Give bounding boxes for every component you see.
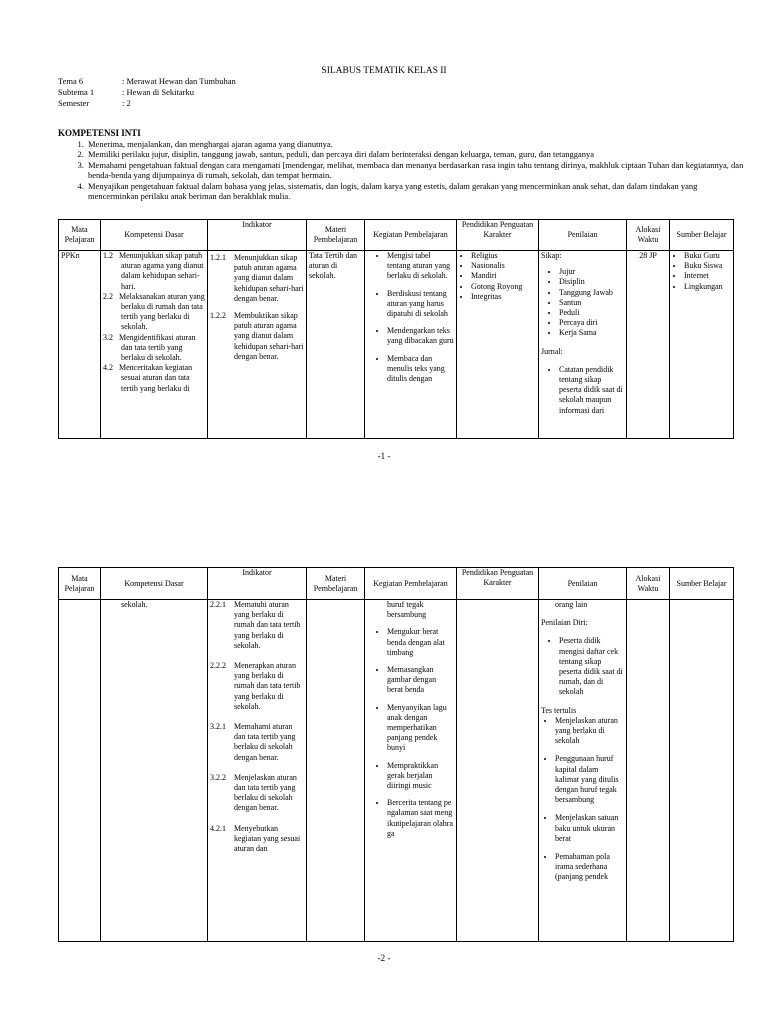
header-penilaian: Penilaian (539, 568, 627, 600)
cell-kegiatan (365, 251, 457, 439)
indikator-item: 1.2.2 Membuktikan sikap patuh aturan agama yang dianut dalam kehidupan sehari-hari dengan benar. (210, 311, 304, 361)
kegiatan-item: • Menyanyikan lagu anak dengan memperhatikan panjang pendek bunyi (387, 703, 454, 754)
sikap-item: • Tanggung Jawab (559, 288, 624, 298)
header-alokasi: Alokasi Waktu (627, 568, 670, 600)
kompetensi-inti-heading: KOMPETENSI INTI (58, 128, 141, 138)
header-sumber: Sumber Belajar (670, 220, 734, 251)
pendidikan-item: • Nasionalis (471, 261, 536, 271)
kegiatan-item: • Membaca dan menulis teks yang ditulis dengan (387, 354, 454, 385)
indikator-item: 2.2.1 Mematuhi aturan yang berlaku di rumah dan tata tertib yang berlaku di sekolah. (210, 600, 301, 650)
header-pendidikan-karakter: Pendidikan Penguatan Karakter (457, 568, 539, 600)
header-indikator: Indikator (208, 568, 307, 600)
cell-indikator (208, 251, 307, 439)
header-kompetensi-dasar: Kompetensi Dasar (101, 568, 208, 600)
sikap-item: • Jujur (559, 267, 624, 277)
kegiatan-item: • Mempraktikkan gerak berjalan diiringi music (387, 761, 454, 792)
sikap-item: • Santun (559, 298, 624, 308)
table-header-row (59, 568, 734, 600)
cell-alokasi (627, 600, 670, 942)
indikator-item: 2.2.2 Menerapkan aturan yang berlaku di rumah dan tata tertib yang berlaku di sekolah. (210, 661, 301, 711)
header-pendidikan-karakter: Pendidikan Penguatan Karakter (457, 220, 539, 251)
sikap-item: • Percaya diri (559, 318, 624, 328)
tes-tertulis-list (541, 716, 624, 883)
meta-tema (58, 76, 236, 87)
penilaian-diri-label: Penilaian Diri: (541, 618, 588, 628)
sumber-item: • Buku Guru (684, 251, 731, 261)
table-header-row (59, 220, 734, 251)
kegiatan-list (367, 251, 454, 384)
indikator-list (210, 600, 304, 854)
tes-item: • Penggunaan huruf kapital dalam kalimat yang ditulis dengan huruf tegak bersambung (555, 754, 624, 805)
meta-label: Semester (58, 98, 90, 108)
penilaian-jurnal-label: Jurnal: (541, 346, 563, 356)
sikap-item: • Disiplin (559, 277, 624, 287)
tes-item: • Pemahaman pola irama sederhana (panjang pendek (555, 852, 624, 883)
kegiatan-item: • Bercerita tentang pengalaman saat mengikutipelajaran olahraga (387, 798, 454, 839)
tes-item: • Menjelaskan aturan yang berlaku di sekolah (555, 716, 624, 747)
indikator-item: 4.2.1 Menyebutkan kegiatan yang sesuai aturan dan (210, 823, 301, 854)
ki-item: 4. Menyajikan pengetahuan faktual dalam bahasa yang jelas, sistematis, dan logis, dalam karya yang estetis, dalam gerakan yang mencerminkan anak sehat, dan dalam tindakan yang mencerminkan perilaku anak beriman dan berakhlak mulia. (86, 181, 746, 202)
penilaian-diri-item: • Peserta didik mengisi daftar cek tentang sikap peserta didik saat di rumah, dan di sekolah (559, 636, 624, 697)
cell-mata-pelajaran (59, 600, 101, 942)
sumber-item: • Internet (684, 271, 731, 281)
header-materi: Materi Pembelajaran (307, 220, 365, 251)
kd-list (103, 251, 205, 394)
pendidikan-item: • Gotong Royong (471, 282, 536, 292)
kompetensi-inti-list (58, 139, 746, 201)
sikap-item: • Peduli (559, 308, 624, 318)
kegiatan-item: • Mengisi tabel tentang aturan yang berlaku di sekolah. (387, 251, 454, 282)
meta-value: : Merawat Hewan dan Tumbuhan (122, 76, 236, 86)
cell-kompetensi-dasar: sekolah. (101, 600, 208, 942)
penilaian-diri-list (541, 636, 624, 697)
indikator-item: 3.2.2 Menjelaskan aturan dan tata tertib yang berlaku di sekolah dengan benar. (210, 772, 297, 813)
table-row (59, 600, 734, 942)
penilaian-jurnal-list (541, 365, 624, 416)
cell-materi: Tata Tertib dan aturan di sekolah. (307, 251, 365, 439)
header-kompetensi-dasar: Kompetensi Dasar (101, 220, 208, 251)
pendidikan-item: • Integritas (471, 292, 536, 302)
cell-sumber (670, 251, 734, 439)
table-row (59, 251, 734, 439)
syllabus-table-page1 (58, 219, 734, 439)
meta-subtema (58, 87, 194, 98)
cell-pendidikan-karakter (457, 251, 539, 439)
syllabus-table-page2 (58, 567, 734, 942)
kd-item: 4.2 Menceritakan kegiatan sesuai aturan dan tata tertib yang berlaku di (103, 363, 193, 393)
meta-value: : 2 (122, 98, 131, 108)
header-sumber: Sumber Belajar (670, 568, 734, 600)
header-kegiatan: Kegiatan Pembelajaran (365, 568, 457, 600)
cell-materi (307, 600, 365, 942)
kegiatan-continued: huruf tegak bersambung (387, 600, 427, 620)
indikator-item: 3.2.1 Memahami aturan dan tata tertib yang berlaku di sekolah dengan benar. (210, 722, 296, 762)
cell-alokasi: 28 JP (627, 251, 670, 439)
pendidikan-item: • Mandiri (471, 271, 536, 281)
cell-pendidikan-karakter (457, 600, 539, 942)
sumber-list (672, 251, 731, 292)
jurnal-item: • Catatan pendidik tentang sikap peserta didik saat di sekolah maupun informasi dari (559, 365, 624, 416)
kegiatan-item: • Mendengarkan teks yang dibacakan guru (387, 326, 454, 346)
page-number-1: -1 - (377, 451, 391, 461)
cell-kompetensi-dasar (101, 251, 208, 439)
penilaian-sikap-label: Sikap: (541, 251, 562, 260)
cell-mata-pelajaran: PPKn (59, 251, 101, 439)
cell-indikator (208, 600, 307, 942)
header-kegiatan: Kegiatan Pembelajaran (365, 220, 457, 251)
pendidikan-item: • Religius (471, 251, 536, 261)
meta-label: Tema 6 (58, 76, 84, 86)
header-penilaian: Penilaian (539, 220, 627, 251)
ki-item: 3. Memahami pengetahuan faktual dengan cara mengamati [mendengar, melihat, membaca dan menanya berdasarkan rasa ingin tahu tentang dirinya, makhluk ciptaan Tuhan dan kegiatannya, dan benda-benda yang dijumpainya di rumah, sekolah, dan tempat bermain. (86, 160, 746, 181)
meta-value: : Hewan di Sekitarku (122, 87, 194, 97)
meta-semester (58, 98, 131, 109)
header-indikator: Indikator (208, 220, 307, 251)
tes-tertulis-label: Tes tertulis (541, 705, 577, 715)
document-title: SILABUS TEMATIK KELAS II (321, 66, 447, 76)
meta-label: Subtema 1 (58, 87, 95, 97)
penilaian-continued: orang lain (555, 600, 588, 609)
sikap-item: • Kerja Sama (559, 328, 624, 338)
cell-kegiatan (365, 600, 457, 942)
page-number-2: -2 - (377, 953, 391, 963)
kd-item: 3.2 Mengidentifikasi aturan dan tata tertib yang berlaku di sekolah. (103, 332, 196, 363)
header-alokasi: Alokasi Waktu (627, 220, 670, 251)
ki-item: 1. Menerima, menjalankan, dan menghargai ajaran agama yang dianutnya. (86, 139, 746, 149)
cell-penilaian (539, 251, 627, 439)
sumber-item: • Buku Siswa (684, 261, 731, 271)
kd-item: 1.2 Menunjukkan sikap patuh aturan agama yang dianut dalam kehidupan sehari-hari. (103, 251, 204, 291)
kegiatan-item: • Berdiskusi tentang aturan yang harus dipatuhi di sekolah (387, 289, 454, 320)
cell-penilaian (539, 600, 627, 942)
kegiatan-item: • Memasangkan gambar dengan berat benda (387, 665, 454, 696)
tes-item: • Menjelaskan satuan baku untuk ukuran berat (555, 813, 624, 844)
kd-item: 2.2 Melaksanakan aturan yang berlaku di rumah dan tata tertib yang berlaku di sekolah. (103, 291, 205, 332)
header-mata-pelajaran: Mata Pelajaran (59, 568, 101, 600)
ki-item: 2. Memiliki perilaku jujur, disiplin, tanggung jawab, santun, peduli, dan percaya diri dalam berinteraksi dengan keluarga, teman, guru, dan tetangganya (86, 149, 746, 159)
sumber-item: • Lingkungan (684, 282, 731, 292)
kegiatan-item: • Mengukur berat benda dengan alat timbang (387, 627, 454, 658)
indikator-item: 1.2.1 Menunjukkan sikap patuh aturan agama yang dianut dalam kehidupan sehari-hari dengan benar. (210, 253, 304, 303)
indikator-list (210, 253, 304, 362)
kegiatan-list (367, 627, 454, 839)
cell-sumber (670, 600, 734, 942)
header-mata-pelajaran: Mata Pelajaran (59, 220, 101, 251)
pendidikan-list (459, 251, 536, 302)
penilaian-sikap-list (541, 267, 624, 338)
header-materi: Materi Pembelajaran (307, 568, 365, 600)
